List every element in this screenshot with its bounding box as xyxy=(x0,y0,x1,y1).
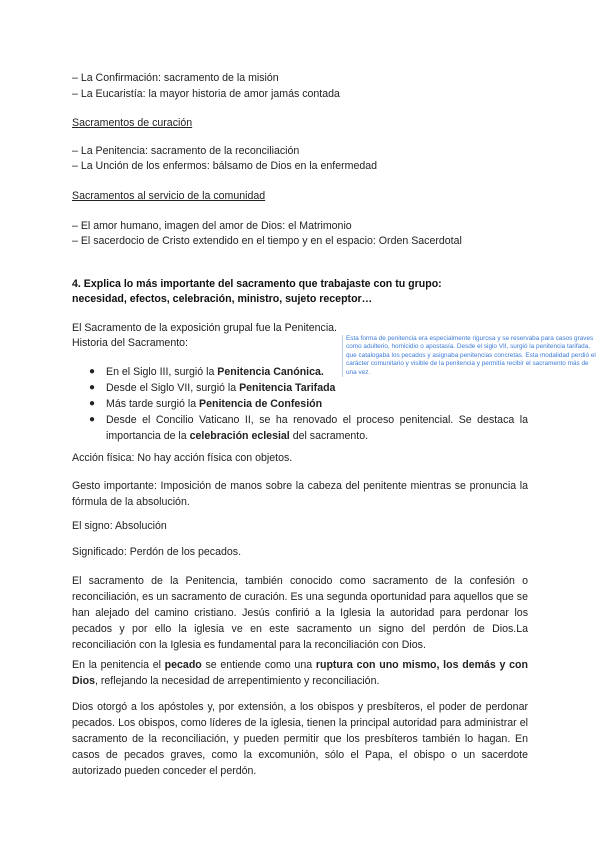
list-item: – La Penitencia: sacramento de la reconciliación xyxy=(72,145,300,157)
bullet-icon: ● xyxy=(89,382,96,393)
list-item: – La Unción de los enfermos: bálsamo de Dios en la enfermedad xyxy=(72,160,378,172)
margin-comment: Esta forma de penitencia era especialmente rigurosa y se reservaba para casos graves como adulterio, homicidio o apostasía. Desde el siglo VII, surgió la penitencia tarifada, que catalogaba los pecados y asignaba penitencias concretas. Esta modalidad perdió el carácter comunitario y visible de la penitencia y permitía recibir el sacramento más de una vez. xyxy=(342,335,596,377)
paragraph-sin: En la penitencia el pecado se entiende como una ruptura con uno mismo, los demás y con Dios, reflejando la necesidad de arrepentimiento y reconciliación. xyxy=(72,659,528,687)
bullet-icon: ● xyxy=(89,366,96,377)
list-item: – El sacerdocio de Cristo extendido en el tiempo y en el espacio: Orden Sacerdotal xyxy=(72,235,462,247)
intro-text: El Sacramento de la exposición grupal fue la Penitencia. xyxy=(72,322,338,334)
paragraph-penitence: El sacramento de la Penitencia, también conocido como sacramento de la confesión o reconciliación, es un sacramento de curación. Es una segunda oportunidad para aquellos que se han alejado del camino cristiano. Jesús confirió a la Iglesia la autoridad para perdonar los pecados y por ello la iglesia ve en este sacramento un signo del perdón de Dios.La reconciliación con la Iglesia es fundamental para la reconciliación con Dios. xyxy=(72,575,528,651)
sign-text: El signo: Absolución xyxy=(72,520,167,532)
list-item: – La Confirmación: sacramento de la misión xyxy=(72,72,279,84)
question-line-2: necesidad, efectos, celebración, ministro, sujeto receptor… xyxy=(72,293,373,305)
question-line-1: 4. Explica lo más importante del sacramento que trabajaste con tu grupo: xyxy=(72,278,442,290)
list-item: – La Eucaristía: la mayor historia de amor jamás contada xyxy=(72,88,340,100)
section-heading-service: Sacramentos al servicio de la comunidad xyxy=(72,190,266,202)
gesture-text: Gesto importante: Imposición de manos sobre la cabeza del penitente mientras se pronuncia la fórmula de la absolución. xyxy=(72,480,528,508)
meaning-text: Significado: Perdón de los pecados. xyxy=(72,546,242,558)
list-item: ● Desde el Concilio Vaticano II, se ha renovado el proceso penitencial. Se destaca la importancia de la celebración eclesial del sacramento. xyxy=(89,414,528,442)
list-item: ● Más tarde surgió la Penitencia de Confesión xyxy=(89,398,323,410)
list-item: ● Desde el Siglo VII, surgió la Penitencia Tarifada xyxy=(89,382,336,394)
bullet-icon: ● xyxy=(89,398,96,409)
list-item: – El amor humano, imagen del amor de Dios: el Matrimonio xyxy=(72,220,352,232)
section-heading-healing: Sacramentos de curación xyxy=(72,117,193,129)
history-list xyxy=(72,364,528,444)
physical-action-text: Acción física: No hay acción física con objetos. xyxy=(72,452,293,464)
bullet-icon: ● xyxy=(89,414,96,425)
paragraph-ministers: Dios otorgó a los apóstoles y, por extensión, a los obispos y presbíteros, el poder de perdonar pecados. Los obispos, como líderes de la iglesia, tienen la principal autoridad para administrar el sacramento de la reconciliación, y pueden permitir que los presbíteros también lo hagan. En casos de pecados graves, como la excomunión, sólo el Papa, el obispo o un sacerdote autorizado pueden conceder el perdón. xyxy=(72,701,528,777)
list-item: ● En el Siglo III, surgió la Penitencia Canónica. xyxy=(89,366,324,378)
history-label: Historia del Sacramento: xyxy=(72,337,188,349)
